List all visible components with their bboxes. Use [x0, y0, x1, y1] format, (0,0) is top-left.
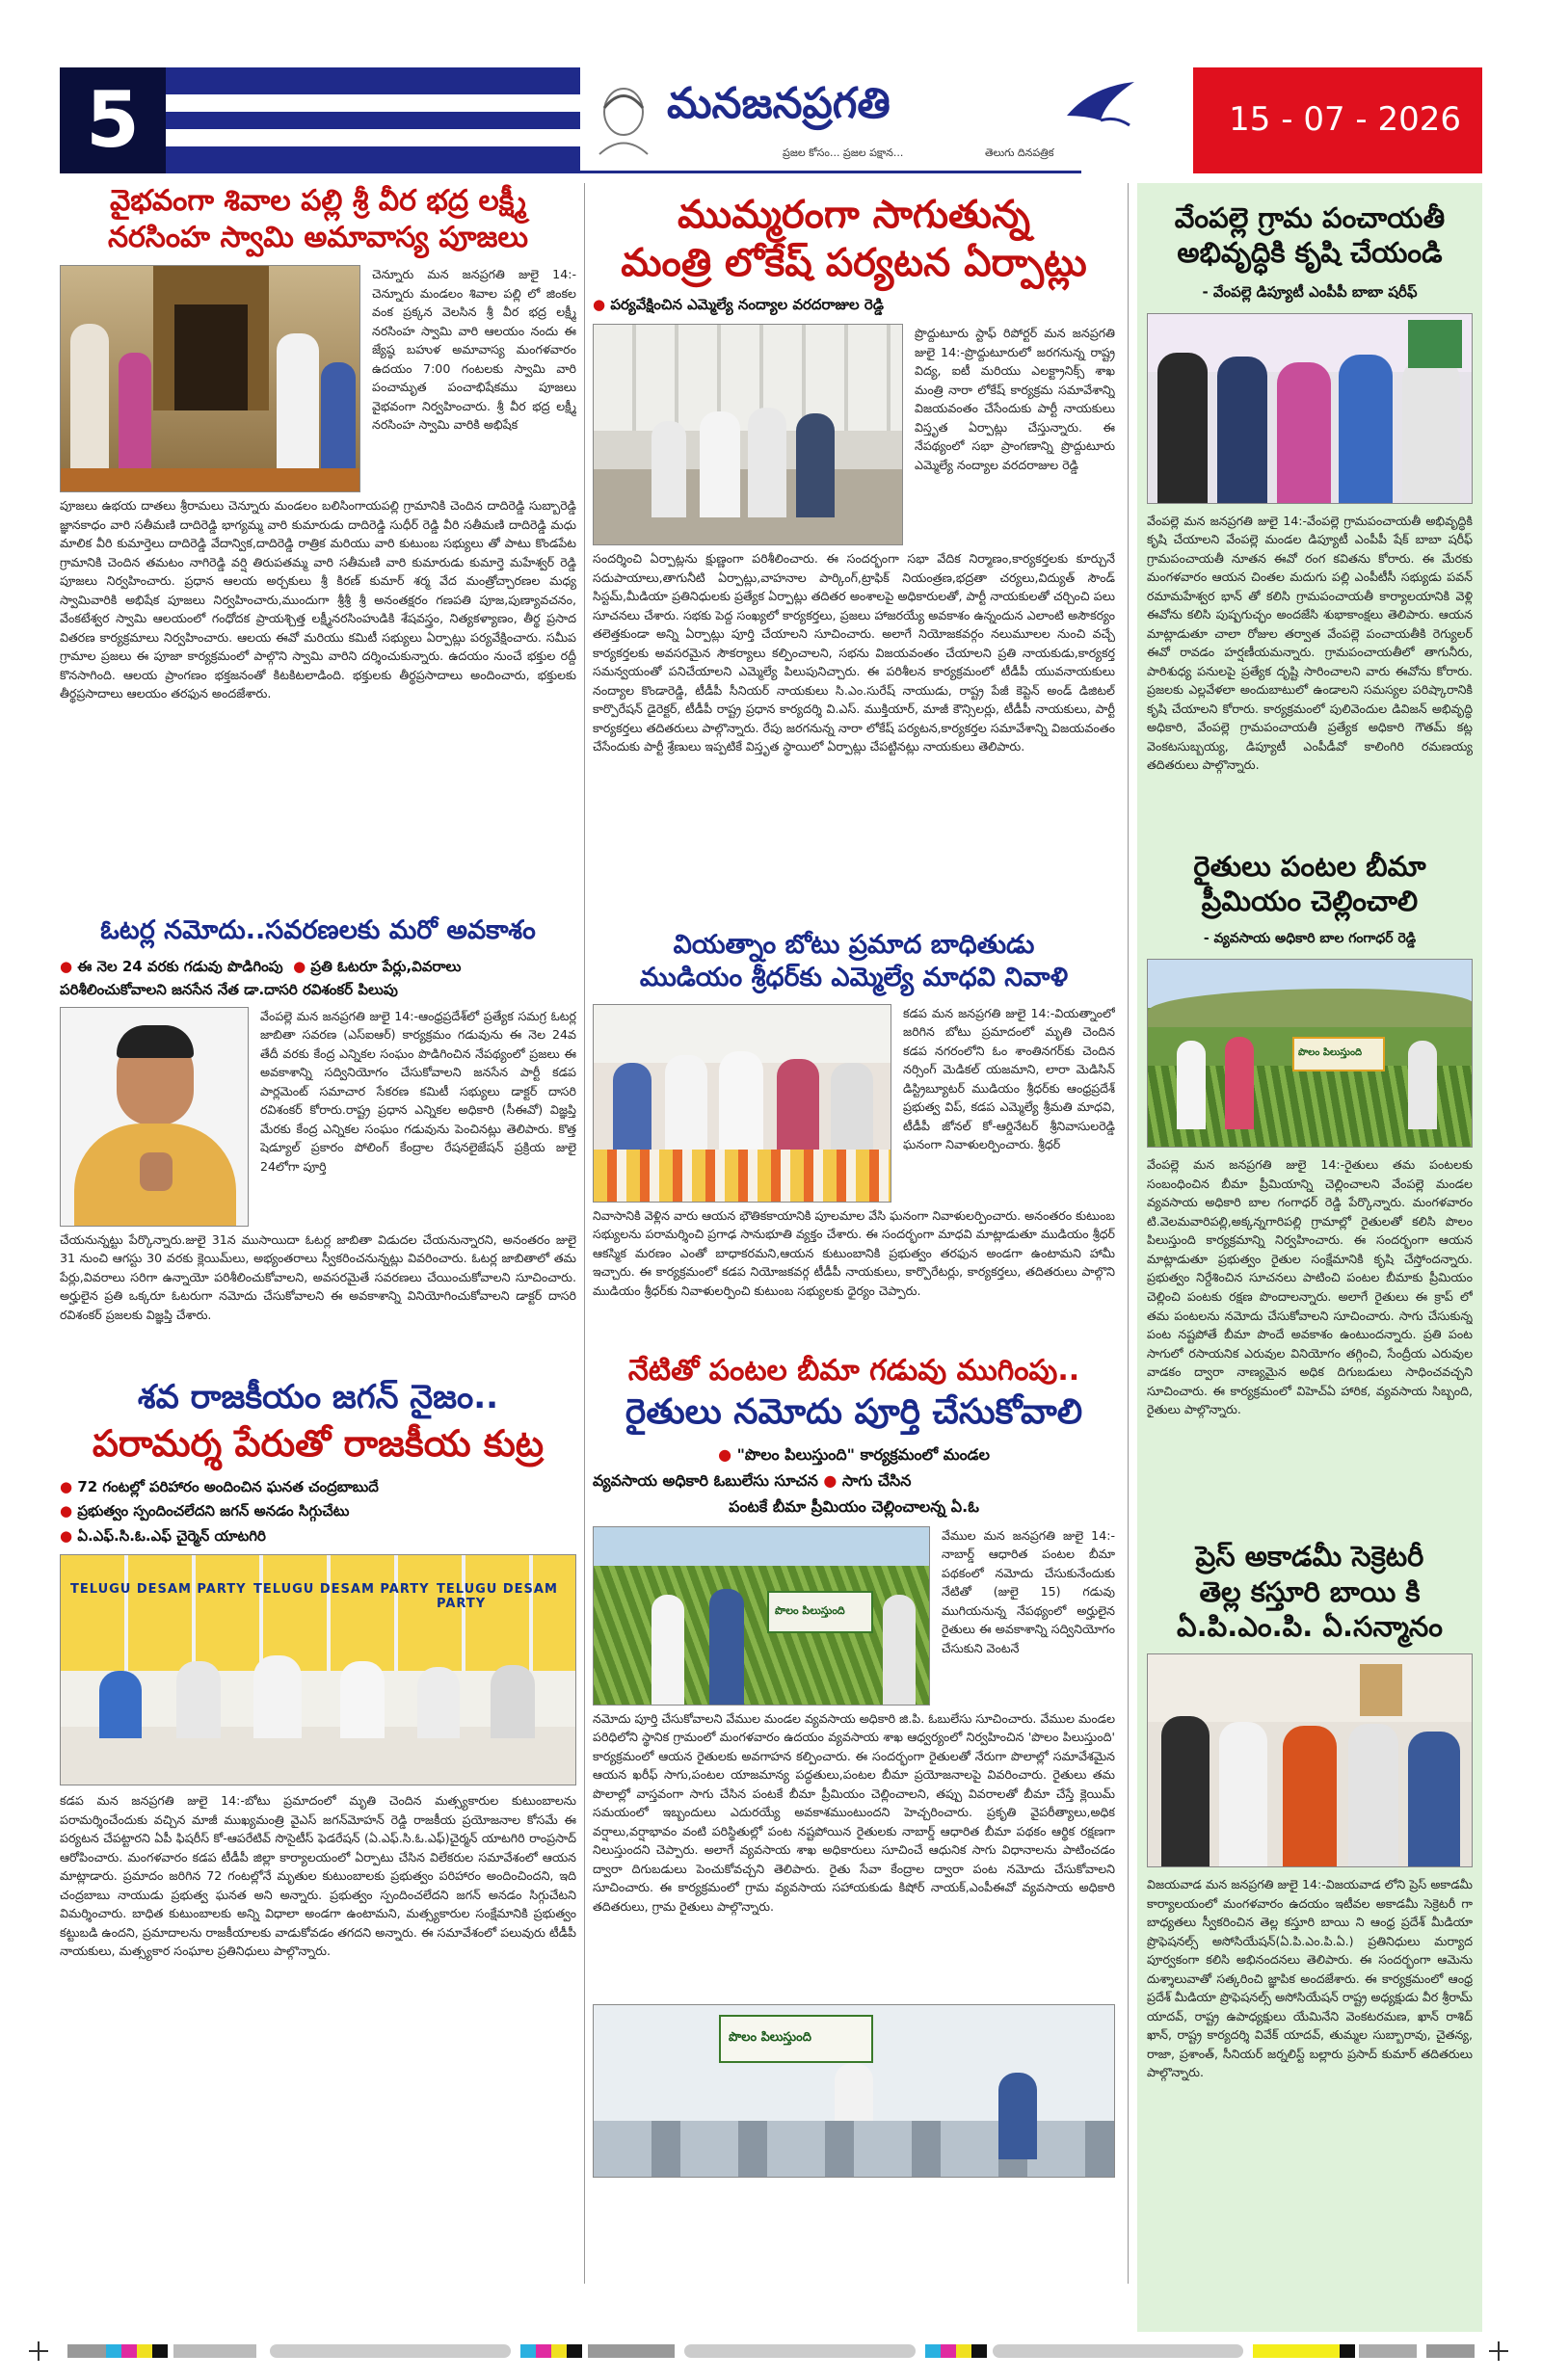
article-2-subheads: ● ఈ నెల 24 వరకు గడువు పొడిగింపు ● ప్రతి ఓటరూ పేర్లు,వివరాలు పరిశీలించుకోవాలని జనసేన నేత డా.దాసరి రవిశంకర్ పిలుపు	[60, 957, 462, 998]
article-2-intro: వేంపల్లె మన జనప్రగతి జులై 14:-ఆంధ్రప్రదేశ్‌లో ప్రత్యేక సమగ్ర ఓటర్ల జాబితా సవరణ (ఎస్ఐఆర్) కార్యక్రమం గడువును ఈ నెల 24వ తేదీ వరకు కేంద్ర ఎన్నికల సంఘం పొడిగించిన నేపథ్యంలో ప్రజలు ఈ అవకాశాన్ని సద్వినియోగం చేసుకోవాలని జనసేన పార్టీ కడప పార్లమెంట్ సమాచార సేకరణ కమిటీ సభ్యులు డాక్టర్ దాసరి రవిశంకర్ కోరారు.రాష్ట్ర ప్రధాన ఎన్నికల అధికారి (సీఈవో) విజ్ఞప్తి మేరకు కేంద్ర ఎన్నికల సంఘం గడువును పెంచినట్లు తెలిపారు. కొత్త షెడ్యూల్ ప్రకారం పోలింగ్ కేంద్రాల రేషనలైజేషన్ ప్రక్రియ జులై 24లోగా పూర్తి	[260, 1008, 576, 1174]
registration-mark-icon	[29, 2341, 48, 2361]
venue-inspection-photo	[593, 324, 903, 545]
page-number: 5	[60, 67, 166, 173]
article-2-body: చేయనున్నట్టు పేర్కొన్నారు.జులై 31న ముసాయిదా ఓటర్ల జాబితా విడుదల చేయనున్నారని, అనంతరం జులై 31 నుంచి ఆగస్టు 30 వరకు క్లెయిమ్‌లు, అభ్యంతరాలు స్వీకరించనున్నట్లు వివరించారు. ఓటర్ల జాబితాలో తమ పేర్లు,వివరాలు సరిగా ఉన్నాయో పరిశీలించుకోవాలని, అవసరమైతే సవరణలు చేయించుకోవాలని సూచించారు. అర్హులైన ప్రతి ఒక్కరూ ఓటరుగా నమోదు చేసుకోవాలని ఈ అవకాశాన్ని వినియోగించుకోవాలని డాక్టర్ దాసరి రవిశంకర్ ప్రజలకు విజ్ఞప్తి చేశారు.	[60, 1231, 576, 1322]
panchayat-meeting-photo	[1147, 313, 1473, 504]
print-registration-strip	[29, 2341, 1513, 2361]
tagline-right: తెలుగు దినపత్రిక	[985, 146, 1054, 159]
mid-article-2-headline: వియత్నాం బోటు ప్రమాద బాధితుడు ముడియం శ్రీధర్‌కు ఎమ్మెల్యే మాధవి నివాళి	[639, 930, 1069, 992]
right-article-2-headline: రైతులు పంటల బీమా ప్రీమియం చెల్లించాలి	[1193, 849, 1426, 917]
mid-article-1-headline: ముమ్మరంగా సాగుతున్న మంత్రి లోకేష్ పర్యటన ఏర్పాట్లు	[621, 193, 1087, 285]
right-article-2-byline: - వ్యవసాయ అధికారి బాల గంగాధర్ రెడ్డి	[1203, 931, 1417, 946]
registration-mark-icon	[1489, 2341, 1508, 2361]
felicitation-photo	[1147, 1653, 1473, 1867]
leader-portrait-icon	[590, 79, 657, 156]
mid-article-3-headline-1: నేటితో పంటల బీమా గడువు ముగింపు..	[627, 1353, 1080, 1388]
article-3-body: కడప మన జనప్రగతి జులై 14:-బోటు ప్రమాదంలో మృతి చెందిన మత్స్యకారుల కుటుంబాలను పరామర్శించేందుకు వచ్చిన మాజీ ముఖ్యమంత్రి వైఎస్ జగన్‌మోహన్ రెడ్డి రాజకీయ ప్రయోజనాల కోసమే ఈ పర్యటన చేపట్టారని ఏపీ ఫిషరీస్ కో-ఆపరేటివ్ సొసైటీస్ ఫెడరేషన్ (ఏ.ఎఫ్.సి.ఓ.ఎఫ్)చైర్మన్ యాటగిరి రాంప్రసాద్ ఆరోపించారు. మంగళవారం కడప టీడీపీ జిల్లా కార్యాలయంలో ఏర్పాటు చేసిన విలేకరుల సమావేశంలో ఆయన మాట్లాడారు. ప్రమాదం జరిగిన 72 గంటల్లోనే మృతుల కుటుంబాలకు ప్రభుత్వం పరిహారం అందించిందని, ఇది చంద్రబాబు నాయుడు ప్రభుత్వ ఘనత అని అన్నారు. ప్రభుత్వం స్పందించలేదని జగన్ అనడం సిగ్గుచేటని విమర్శించారు. బాధిత కుటుంబాలకు అన్ని విధాలా అండగా ఉంటామని, మత్స్యకారుల సంక్షేమానికి ప్రభుత్వం కట్టుబడి ఉందని, ప్రమాదాలను రాజకీయాలకు వాడుకోవడం తగదని అన్నారు. ఈ సమావేశంలో పలువురు టీడీపీ నాయకులు, మత్స్యకార సంఘాల ప్రతినిధులు పాల్గొన్నారు.	[60, 1793, 576, 1959]
mid-article-1-body: సందర్శించి ఏర్పాట్లను క్షుణ్ణంగా పరిశీలించారు. ఈ సందర్భంగా సభా వేదిక నిర్మాణం,కార్యకర్తలకు కూర్చునే సదుపాయాలు,తాగునీటి ఏర్పాట్లు,వాహనాల పార్కింగ్,ట్రాఫిక్ నియంత్రణ,భద్రతా చర్యలు,విద్యుత్ సౌండ్ సిస్టమ్,మీడియా ప్రతినిధులకు ప్రత్యేక ఏర్పాట్లు తదితర అంశాలపై అధికారులతో, పార్టీ నాయకులతో చర్చించి పలు సూచనలు చేశారు. సభకు పెద్ద సంఖ్యలో కార్యకర్తలు, ప్రజలు హాజరయ్యే అవకాశం ఉన్నందున ఎలాంటి అసౌకర్యం తలెత్తకుండా అన్ని ఏర్పాట్లు పూర్తి చేయాలని సూచించారు. అలాగే నియోజకవర్గం నలుమూలల నుంచి వచ్చే కార్యకర్తలకు అవసరమైన సౌకర్యాలు కల్పించాలని, సభను విజయవంతం చేయాలని ప్రతి నాయకుడు,కార్యకర్త సమన్వయంతో పనిచేయాలని ఎమ్మెల్యే పిలుపునిచ్చారు. ఈ పరిశీలన కార్యక్రమంలో టీడీపీ యువనాయకులు నంద్యాల కొండారెడ్డి, టీడీపీ సీనియర్ నాయకులు సి.ఎం.సురేష్ నాయుడు, రాష్ట్ర పేజీ కెప్టెన్ అండ్ డిజిటల్ కార్పొరేషన్ డైరెక్టర్, టీడీపీ రాష్ట్ర ప్రధాన కార్యదర్శి వి.ఎస్. ముక్తియార్, మాజీ కౌన్సిలర్లు, టీడీపీ నాయకులు, పార్టీ కార్యకర్తలు తదితరులు పాల్గొన్నారు. రేపు జరగనున్న నారా లోకేష్ పర్యటన,కార్యకర్తల సమావేశాన్ని విజయవంతం చేసేందుకు పార్టీ శ్రేణులు ఇప్పటికే విస్తృత స్థాయిలో ఏర్పాట్లు చేపట్టినట్లు నాయకులు తెలిపారు.	[593, 551, 1115, 754]
right-article-3-headline: ప్రెస్ అకాడమీ సెక్రెటరీ తెల్ల కస్తూరి బాయి కి ఏ.పి.ఎం.పి. ఏ.సన్మానం	[1177, 1540, 1443, 1643]
left-column	[60, 183, 576, 2138]
masthead-logo	[580, 67, 1081, 173]
article-1-intro: చెన్నూరు మన జనప్రగతి జులై 14:-చెన్నూరు మండలం శివాల పల్లి లో జింకల వంక ప్రక్కన వెలసిన శ్రీ వీర భద్ర లక్ష్మీ నరసింహ స్వామి వారి ఆలయం నందు ఈ జ్యేష్ఠ బహుళ అమావాస్య మంగళవారం ఉదయం 7:00 గంటలకు స్వామి వారి పంచామృత పంచాభిషేకము పూజలు వైభవంగా నిర్వహించారు. శ్రీ వీర భద్ర లక్ష్మీ నరసింహ స్వామి వారికి అభిషేక	[372, 267, 576, 433]
mid-article-3-headline-2: రైతులు నమోదు పూర్తి చేసుకోవాలి	[625, 1392, 1083, 1432]
article-2-headline: ఓటర్ల నమోదు..సవరణలకు మరో అవకాశం	[100, 915, 536, 945]
tribute-photo	[593, 1004, 891, 1203]
mid-article-1-subhead: ● పర్యవేక్షించిన ఎమ్మెల్యే నంద్యాల వరదరాజుల రెడ్డి	[593, 296, 884, 313]
right-article-3-body: విజయవాడ మన జనప్రగతి జులై 14:-విజయవాడ లోని ప్రెస్ అకాడమీ కార్యాలయంలో మంగళవారం ఉదయం ఇటీవల అకాడమీ సెక్రెటరీ గా బాధ్యతలు స్వీకరించిన తెల్ల కస్తూరి బాయి ని ఆంధ్ర ప్రదేశ్ మీడియా ప్రొఫెషనల్స్ అసోసియేషన్(ఏ.పి.ఎం.పి.ఏ.) ప్రతినిధులు మర్యాద పూర్వకంగా కలిసి అభినందనలు తెలిపారు. ఈ సందర్భంగా ఆమెను దుశ్శాలువాతో సత్కరించి జ్ఞాపిక అందజేశారు. ఈ కార్యక్రమంలో ఆంధ్ర ప్రదేశ్ మీడియా ప్రొఫెషనల్స్ అసోసియేషన్ రాష్ట్ర అధ్యక్షుడు వీర శ్రీరామ్ యాదవ్, రాష్ట్ర ఉపాధ్యక్షులు యేమినేని వెంకటరమణ, ఖాన్ రాశిద్ ఖాన్, రాష్ట్ర కార్యదర్శి వివేక్ యాదవ్, తుమ్మల సుబ్బారావు, చైతన్య, రాజా, ప్రశాంత్, సీనియర్ జర్నలిస్ట్ బల్లారు ప్రసాద్ కుమార్ తదితరులు పాల్గొన్నారు.	[1147, 1877, 1473, 2080]
mid-article-3-subheads: ● "పొలం పిలుస్తుంది" కార్యక్రమంలో మండల వ్యవసాయ అధికారి ఓబులేసు సూచన ● సాగు చేసిన పంటకే బీమా ప్రీమియం చెల్లించాలన్న ఏ.ఓ	[593, 1445, 990, 1517]
issue-date: 15 - 07 - 2026	[1229, 100, 1461, 139]
article-1-body: పూజలు ఉభయ దాతలు శ్రీరామలు చెన్నూరు మండలం బలిసింగాయపల్లి గ్రామానికి చెందిన దాదిరెడ్డి సుబ్బారెడ్డి జ్ఞానకాధం వారి సతీమణి దాదిరెడ్డి భాగ్యమ్మ వారి కుమారుడు దాదిరెడ్డి సుధీర్ రెడ్డి వీరి సతీమణి దాదిరెడ్డి మధు మాలిక వీరి కుమార్తెలు దాదిరెడ్డి వేదాన్విక,దాదిరెడ్డి రాత్రిక మరియు వారి కుటుంబ సభ్యులు తో పాటు కొండపేట గ్రామానికి చెందిన తమటం నాగిరెడ్డి వర్షి తిరుపతమ్మ వారి సతీమణి వారి కుమారుడు కుమార్తె మహేశ్వర్ రెడ్డి పూజలు నిర్వహించారు. ప్రధాన ఆలయ అర్చకులు శ్రీ కిరణ్ కుమార్ శర్మ వేద మంత్రోచ్చారణల మధ్య స్వామివారికి అభిషేక పూజలు నిర్వహించారు,ముందుగా శ్రీశ్రీ శ్రీ అనంతక్షరం గణపతి పూజ,పుణ్యావచనం, వేంకటేశ్వర స్వామి ఆలయంలో గంధోదక ప్రాయశ్చిత్త లక్ష్మీనరసింహుడికి శేషవస్త్రం, నిత్యకళ్యాణం, తీర్థ ప్రసాద వితరణ కార్యక్రమాలు నిర్వహించారు. ఆలయ ఈవో మరియు కమిటీ సభ్యులు ఏర్పాట్లు పర్యవేక్షించారు. సమీప గ్రామాల ప్రజలు ఈ పూజా కార్యక్రమంలో పాల్గొని స్వామి వారిని దర్శించుకున్నారు. ఉదయం నుంచే భక్తుల రద్దీ కొనసాగింది. ఆలయ ప్రాంగణం భక్తజనంతో కిటకిటలాడింది. భక్తులకు తీర్థప్రసాదాలు అందించారు, భక్తులకు తీర్థప్రసాదాలు ఆలయం తరఫున అందజేశారు.	[60, 498, 576, 701]
newspaper-title: మనజనప్రగతి	[667, 79, 891, 128]
temple-photo	[60, 265, 360, 492]
right-article-1-body: వేంపల్లె మన జనప్రగతి జులై 14:-వేంపల్లె గ్రామపంచాయతీ అభివృద్ధికి కృషి చేయాలని వేంపల్లె మండల డిప్యూటీ ఎంపీపీ షేక్ బాబా షరీఫ్ గ్రామపంచాయతీ నూతన ఈవో రంగ కవితను కోరారు. ఈ మేరకు మంగళవారం ఆయన చింతల మదుగు పల్లి ఎంపీటీసీ సభ్యుడు పవన్ రమామహేశ్వర భాన్ తో కలిసి గ్రామపంచాయతీ కార్యాలయానికి వెళ్లి ఈవోను కలిసి పుష్పగుచ్ఛం అందజేసి శుభాకాంక్షలు తెలిపారు. ఆయన మాట్లాడుతూ చాలా రోజుల తర్వాత వేంపల్లె పంచాయతీకి రెగ్యులర్ ఈవో రావడం హర్షణీయమన్నారు. గ్రామపంచాయతీలో తాగునీరు, పారిశుధ్య పనులపై ప్రత్యేక దృష్టి సారించాలని వారు ఈవోను కోరారు. ప్రజలకు ఎల్లవేళలా అందుబాటులో ఉండాలని సమస్యల పరిష్కారానికి కృషి చేయాలని కోరారు. కార్యక్రమంలో పులివెందుల డివిజన్ అభివృద్ధి అధికారి, వేంపల్లె గ్రామపంచాయతీ ప్రత్యేక అధికారి గౌతమ్ కట్ల వెంకటసుబ్బయ్య, డిప్యూటీ ఎంపీడీవో కాలింగిరి రమణయ్య తదితరులు పాల్గొన్నారు.	[1147, 513, 1473, 773]
article-3-headline-1: శవ రాజకీయం జగన్ నైజం..	[137, 1377, 499, 1416]
awareness-meeting-photo: పొలం పిలుస్తుంది	[593, 2004, 1115, 2178]
right-article-1-byline: - వేంపల్లె డిప్యూటీ ఎంపీపీ బాబా షరీఫ్	[1202, 282, 1418, 301]
mid-article-2-body: నివాసానికి వెళ్లిన వారు ఆయన భౌతికకాయానికి పూలమాల వేసి ఘనంగా నివాళులర్పించారు. అనంతరం కుటుంబ సభ్యులను పరామర్శించి ప్రగాఢ సానుభూతి వ్యక్తం చేశారు. ఈ సందర్భంగా మాధవి మాట్లాడుతూ ముడియం శ్రీధర్ ఆకస్మిక మరణం ఎంతో బాధాకరమని,ఆయన కుటుంబానికి ప్రభుత్వం తరఫున అండగా ఉంటామని హామీ ఇచ్చారు. ఈ కార్యక్రమంలో కడప నియోజకవర్గ టీడీపీ నాయకులు, కార్పొరేటర్లు, కార్యకర్తలు, తదితరులు పాల్గొని ముడియం శ్రీధర్‌కు నివాళులర్పించి కుటుంబ సభ్యులకు ధైర్యం చెప్పారు.	[593, 1207, 1115, 1298]
right-column	[1137, 183, 1482, 2332]
mid-article-3-body: నమోదు పూర్తి చేసుకోవాలని వేముల మండల వ్యవసాయ అధికారి జి.పి. ఓబులేసు సూచించారు. వేముల మండల పరిధిలోని స్థానిక గ్రామంలో మంగళవారం ఉదయం వ్యవసాయ శాఖ ఆధ్వర్యంలో నిర్వహించిన 'పొలం పిలుస్తుంది' కార్యక్రమంలో ఆయన రైతులకు అవగాహన కల్పించారు. ఈ సందర్భంగా రైతులతో నేరుగా పొలాల్లో సమావేశమైన ఆయన ఖరీఫ్ సాగు,పంటల యాజమాన్య పద్ధతులు,పంటల బీమా ప్రయోజనాలపై వివరించారు. రైతులు తమ పొలాల్లో వాస్తవంగా సాగు చేసిన పంటకే బీమా ప్రీమియం చెల్లించాలని, తప్పు వివరాలతో బీమా చేస్తే క్లెయిమ్ సమయంలో ఇబ్బందులు ఎదురయ్యే అవకాశముంటుందని హెచ్చరించారు. ప్రకృతి వైపరీత్యాలు,అధిక వర్షాలు,వర్షాభావం వంటి పరిస్థితుల్లో పంట నష్టపోయిన రైతులకు నాబార్డ్ ఆధారిత బీమా పథకం ఆర్థిక రక్షణగా నిలుస్తుందని చెప్పారు. అలాగే వ్యవసాయ శాఖ అధికారులు సూచించే ఆధునిక సాగు విధానాలను పాటించడం ద్వారా దిగుబడులు పెంచుకోవచ్చని తెలిపారు. రైతు సేవా కేంద్రాల ద్వారా పంట నమోదు చేసుకోవాలని సూచించారు. ఈ కార్యక్రమంలో గ్రామ వ్యవసాయ సహాయకుడు కిషోర్ నాయక్,ఎంపీఈవో వ్యవసాయ అధికారి తదితరులు, గ్రామ రైతులు పాల్గొన్నారు.	[593, 1710, 1115, 1914]
mid-article-1-intro: ప్రొద్దుటూరు స్టాఫ్ రిపోర్టర్ మన జనప్రగతి జులై 14:-ప్రొద్దుటూరులో జరగనున్న రాష్ట్ర విద్య, ఐటీ మరియు ఎలక్ట్రానిక్స్ శాఖ మంత్రి నారా లోకేష్ కార్యక్రమ సమావేశాన్ని విజయవంతం చేసేందుకు పార్టీ నాయకులు విస్తృత ఏర్పాట్లు చేస్తున్నారు. ఈ నేపథ్యంలో సభా ప్రాంగణాన్ని ప్రొద్దుటూరు ఎమ్మెల్యే నంద్యాల వరదరాజుల రెడ్డి	[915, 326, 1115, 472]
dove-icon	[1062, 77, 1139, 135]
farmers-field-photo: పొలం పిలుస్తుంది	[1147, 959, 1473, 1148]
article-3-headline-2: పరామర్శ పేరుతో రాజకీయ కుట్ర	[92, 1422, 545, 1466]
article-3-subheads: ● 72 గంటల్లో పరిహారం అందించిన ఘనత చంద్రబాబుదే ● ప్రభుత్వం స్పందించలేదని జగన్ అనడం సిగ్గుచేటు ● ఏ.ఎఫ్.సి.ఓ.ఎఫ్ చైర్మెన్ యాటగిరి	[60, 1477, 379, 1545]
jana-sena-leader-photo	[60, 1007, 249, 1227]
mid-article-2-intro: కడప మన జనప్రగతి జులై 14:-వియత్నాంలో జరిగిన బోటు ప్రమాదంలో మృతి చెందిన కడప నగరంలోని ఓం శాంతినగర్‌కు చెందిన నర్సింగ్ మెడికల్ యజమాని, లారా మెడిసిన్ డిస్ట్రిబ్యూటర్ ముడియం శ్రీధర్‌కు ఆంధ్రప్రదేశ్ ప్రభుత్వ విప్, కడప ఎమ్మెల్యే శ్రీమతి మాధవి, టీడీపీ జోనల్ కో-ఆర్డినేటర్ శ్రీనివాసులరెడ్డి ఘనంగా నివాళులర్పించారు. శ్రీధర్	[903, 1005, 1115, 1152]
mid-article-3-intro: వేముల మన జనప్రగతి జులై 14:-నాబార్డ్ ఆధారిత పంటల బీమా పథకంలో నమోదు చేసుకునేందుకు నేటితో (జులై 15) గడువు ముగియనున్న నేపథ్యంలో అర్హులైన రైతులు ఈ అవకాశాన్ని సద్వినియోగం చేసుకుని వెంటనే	[942, 1527, 1115, 1655]
press-meet-photo: TELUGU DESAM PARTY TELUGU DESAM PARTY TELUGU DESAM PARTY	[60, 1554, 576, 1785]
article-1-headline: వైభవంగా శివాల పల్లి శ్రీ వీర భద్ర లక్ష్మీ నరసింహ స్వామి అమావాస్య పూజలు	[107, 184, 529, 254]
middle-column	[593, 183, 1115, 2178]
right-article-2-body: వేంపల్లె మన జనప్రగతి జులై 14:-రైతులు తమ పంటలకు సంబంధించిన బీమా ప్రీమియాన్ని చెల్లించాలని వేంపల్లె మండల వ్యవసాయ అధికారి బాల గంగాధర్ రెడ్డి పేర్కొన్నారు. మంగళవారం టి.వెలమవారిపల్లి,అక్కన్నగారిపల్లి గ్రామాల్లో రైతులతో కలిసి పొలం పిలుస్తుంది కార్యక్రమాన్ని నిర్వహించారు. ఈ సందర్భంగా ఆయన మాట్లాడుతూ ప్రభుత్వం రైతుల సంక్షేమానికి కృషి చేస్తోందన్నారు. ప్రభుత్వం నిర్దేశించిన సూచనలు పాటించి పంటల బీమాకు ప్రీమియం చెల్లించి పంటకు రక్షణ పొందాలన్నారు. అలాగే రైతులు ఈ క్రాప్ లో తమ పంటలను నమోదు చేసుకోవాలని సూచించారు. సాగు చేసుకున్న పంట నష్టపోతే బీమా పొందే అవకాశం ఉంటుందన్నారు. ప్రతి పంట సాగులో రసాయనిక ఎరువుల వినియోగం తగ్గించి, సేంద్రీయ ఎరువుల వాడకం ద్వారా నాణ్యమైన అధిక దిగుబడులు సాధించవచ్చని సూచించారు. ఈ కార్యక్రమంలో విహెచ్ఏ హారిక, వ్యవసాయ సిబ్బంది, రైతులు పాల్గొన్నారు.	[1147, 1157, 1473, 1417]
right-article-1-headline: వేంపల్లె గ్రామ పంచాయతీ అభివృద్ధికి కృషి చేయండి	[1174, 201, 1446, 270]
masthead	[60, 67, 1482, 173]
tagline-left: ప్రజల కోసం... ప్రజల పక్షాన...	[783, 146, 904, 159]
crop-field-photo: పొలం పిలుస్తుంది	[593, 1526, 930, 1706]
